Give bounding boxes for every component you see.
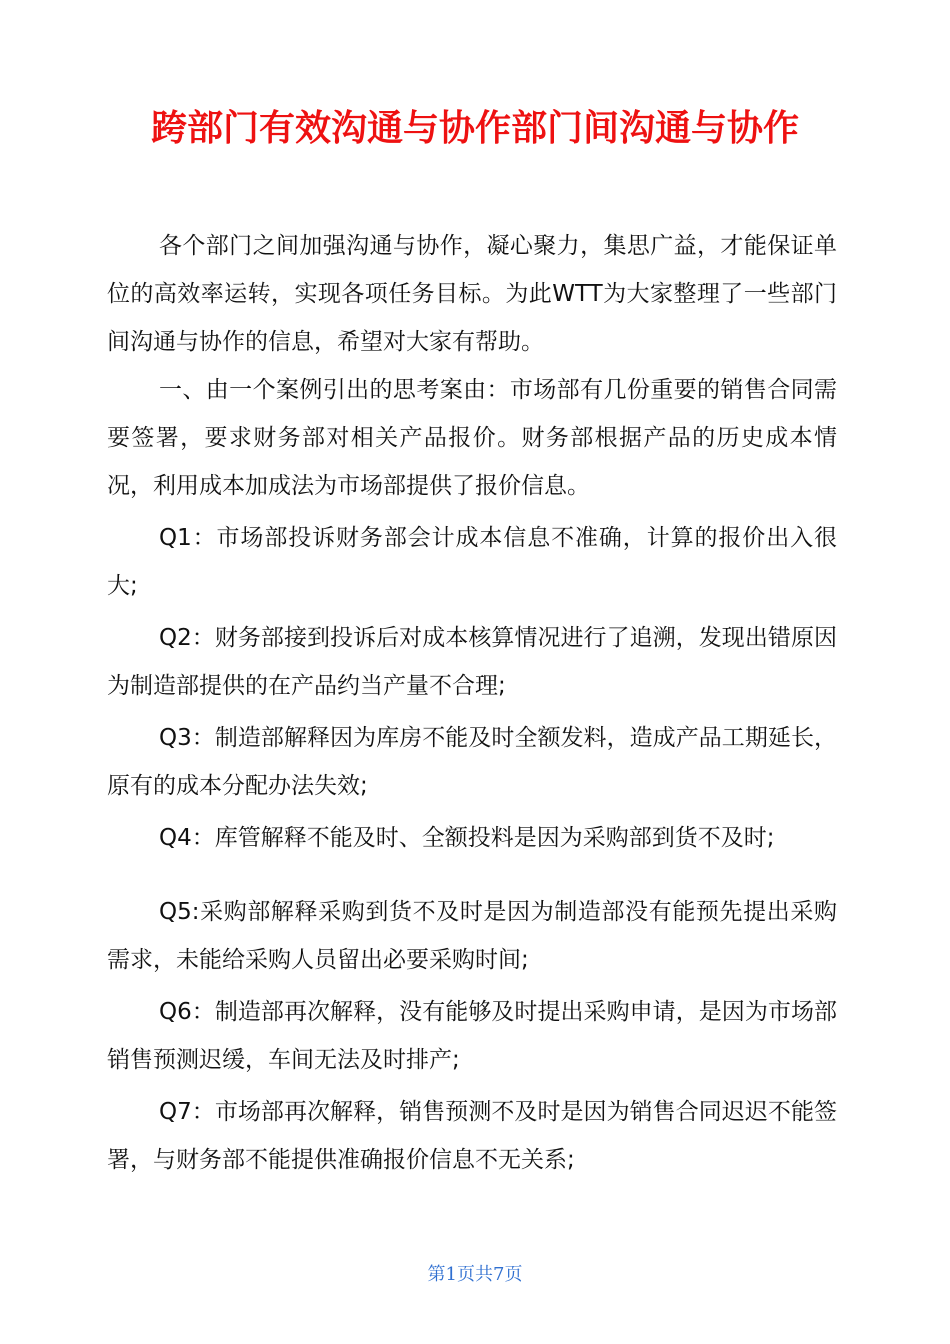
q6-paragraph: Q6：制造部再次解释，没有能够及时提出采购申请，是因为市场部销售预测迟缓，车间无法及时排产; (107, 999, 837, 1073)
q3-paragraph: Q3：制造部解释因为库房不能及时全额发料，造成产品工期延长，原有的成本分配办法失效; (107, 725, 837, 799)
q2-paragraph: Q2：财务部接到投诉后对成本核算情况进行了追溯，发现出错原因为制造部提供的在产品约当产量不合理; (107, 625, 837, 699)
q1-paragraph: Q1：市场部投诉财务部会计成本信息不准确，计算的报价出入很大; (107, 525, 837, 599)
page-number-footer: 第1页共7页 (427, 1264, 523, 1285)
case-paragraph: 一、由一个案例引出的思考案由：市场部有几份重要的销售合同需要签署，要求财务部对相关产品报价。财务部根据产品的历史成本情况，利用成本加成法为市场部提供了报价信息。 (107, 377, 837, 499)
document-body (107, 222, 837, 1184)
q5-paragraph: Q5:采购部解释采购到货不及时是因为制造部没有能预先提出采购需求，未能给采购人员留出必要采购时间; (107, 899, 837, 973)
document-title: 跨部门有效沟通与协作部门间沟通与协作 (150, 108, 799, 149)
intro-paragraph: 各个部门之间加强沟通与协作，凝心聚力，集思广益，才能保证单位的高效率运转，实现各项任务目标。为此WTT为大家整理了一些部门间沟通与协作的信息，希望对大家有帮助。 (107, 233, 837, 355)
q4-paragraph: Q4：库管解释不能及时、全额投料是因为采购部到货不及时; (159, 825, 775, 851)
q7-paragraph: Q7：市场部再次解释，销售预测不及时是因为销售合同迟迟不能签署，与财务部不能提供准确报价信息不无关系; (107, 1099, 837, 1173)
